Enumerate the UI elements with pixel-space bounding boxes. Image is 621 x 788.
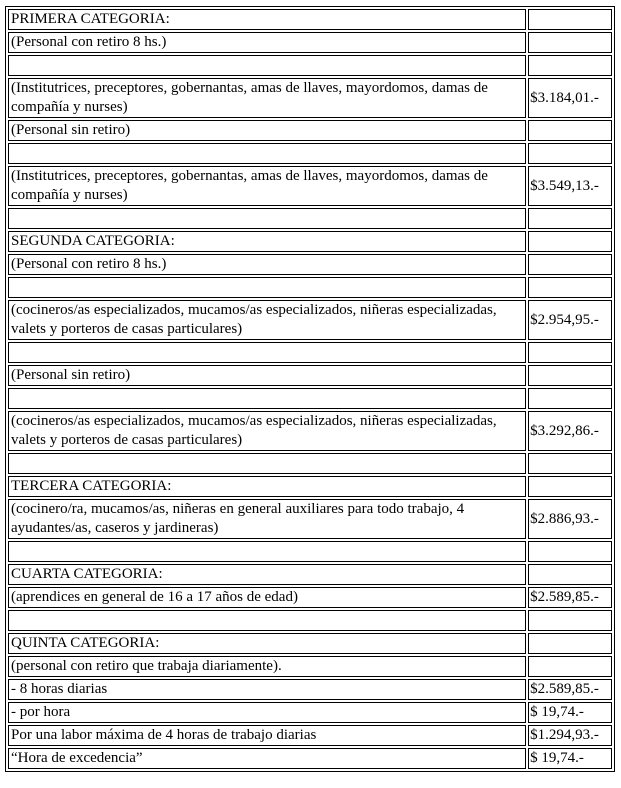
row-amount bbox=[528, 55, 612, 76]
row-description: TERCERA CATEGORIA: bbox=[8, 476, 526, 497]
row-description bbox=[8, 541, 526, 562]
row-amount: $2.589,85.- bbox=[528, 587, 612, 608]
row-description bbox=[8, 277, 526, 298]
row-description bbox=[8, 342, 526, 363]
row-amount bbox=[528, 365, 612, 386]
row-description bbox=[8, 143, 526, 164]
table-row bbox=[8, 656, 612, 677]
table-row bbox=[8, 541, 612, 562]
row-amount bbox=[528, 656, 612, 677]
row-amount bbox=[528, 120, 612, 141]
row-description: (Personal con retiro 8 hs.) bbox=[8, 254, 526, 275]
row-description: Por una labor máxima de 4 horas de trabajo diarias bbox=[8, 725, 526, 746]
row-description: (aprendices en general de 16 a 17 años de edad) bbox=[8, 587, 526, 608]
row-amount bbox=[528, 633, 612, 654]
table-row bbox=[8, 411, 612, 451]
table-row bbox=[8, 254, 612, 275]
table-row bbox=[8, 9, 612, 30]
row-description bbox=[8, 208, 526, 229]
row-amount: $3.549,13.- bbox=[528, 166, 612, 206]
table-row bbox=[8, 610, 612, 631]
row-amount bbox=[528, 388, 612, 409]
table-row bbox=[8, 725, 612, 746]
row-description: CUARTA CATEGORIA: bbox=[8, 564, 526, 585]
table-row bbox=[8, 277, 612, 298]
row-description: (Personal sin retiro) bbox=[8, 365, 526, 386]
table-row bbox=[8, 499, 612, 539]
row-amount: $ 19,74.- bbox=[528, 748, 612, 769]
salary-table bbox=[5, 6, 615, 772]
row-amount bbox=[528, 32, 612, 53]
row-amount bbox=[528, 143, 612, 164]
row-description: - 8 horas diarias bbox=[8, 679, 526, 700]
table-row bbox=[8, 587, 612, 608]
table-row bbox=[8, 120, 612, 141]
table-row bbox=[8, 748, 612, 769]
row-amount bbox=[528, 453, 612, 474]
row-description: (cocinero/ra, mucamos/as, niñeras en general auxiliares para todo trabajo, 4 ayudantes/as, caseros y jardineras) bbox=[8, 499, 526, 539]
row-description: (Institutrices, preceptores, gobernantas, amas de llaves, mayordomos, damas de compañía y nurses) bbox=[8, 78, 526, 118]
row-description: (Personal sin retiro) bbox=[8, 120, 526, 141]
row-amount bbox=[528, 342, 612, 363]
table-row bbox=[8, 143, 612, 164]
row-description: (Personal con retiro 8 hs.) bbox=[8, 32, 526, 53]
table-row bbox=[8, 564, 612, 585]
table-row bbox=[8, 166, 612, 206]
row-description: (cocineros/as especializados, mucamos/as especializados, niñeras especializadas, valets y porteros de casas particulares) bbox=[8, 300, 526, 340]
row-description: PRIMERA CATEGORIA: bbox=[8, 9, 526, 30]
row-amount bbox=[528, 610, 612, 631]
row-amount bbox=[528, 476, 612, 497]
table-row bbox=[8, 633, 612, 654]
row-description: (cocineros/as especializados, mucamos/as especializados, niñeras especializadas, valets y porteros de casas particulares) bbox=[8, 411, 526, 451]
row-description: (personal con retiro que trabaja diariamente). bbox=[8, 656, 526, 677]
row-amount bbox=[528, 277, 612, 298]
row-description bbox=[8, 453, 526, 474]
row-amount bbox=[528, 9, 612, 30]
row-amount: $3.184,01.- bbox=[528, 78, 612, 118]
table-row bbox=[8, 476, 612, 497]
table-row bbox=[8, 78, 612, 118]
table-row bbox=[8, 388, 612, 409]
row-amount bbox=[528, 541, 612, 562]
table-row bbox=[8, 342, 612, 363]
row-description bbox=[8, 610, 526, 631]
row-amount bbox=[528, 231, 612, 252]
row-description: “Hora de excedencia” bbox=[8, 748, 526, 769]
row-amount: $2.589,85.- bbox=[528, 679, 612, 700]
table-row bbox=[8, 300, 612, 340]
table-row bbox=[8, 231, 612, 252]
row-amount: $2.954,95.- bbox=[528, 300, 612, 340]
row-description bbox=[8, 55, 526, 76]
row-description: QUINTA CATEGORIA: bbox=[8, 633, 526, 654]
row-description: (Institutrices, preceptores, gobernantas, amas de llaves, mayordomos, damas de compañía y nurses) bbox=[8, 166, 526, 206]
row-amount: $3.292,86.- bbox=[528, 411, 612, 451]
row-amount bbox=[528, 564, 612, 585]
row-description: - por hora bbox=[8, 702, 526, 723]
table-row bbox=[8, 32, 612, 53]
salary-table-body bbox=[8, 9, 612, 769]
row-description bbox=[8, 388, 526, 409]
row-amount bbox=[528, 208, 612, 229]
row-amount: $2.886,93.- bbox=[528, 499, 612, 539]
row-amount: $ 19,74.- bbox=[528, 702, 612, 723]
table-row bbox=[8, 679, 612, 700]
table-row bbox=[8, 208, 612, 229]
row-amount bbox=[528, 254, 612, 275]
table-row bbox=[8, 55, 612, 76]
table-row bbox=[8, 702, 612, 723]
table-row bbox=[8, 453, 612, 474]
row-description: SEGUNDA CATEGORIA: bbox=[8, 231, 526, 252]
table-row bbox=[8, 365, 612, 386]
row-amount: $1.294,93.- bbox=[528, 725, 612, 746]
